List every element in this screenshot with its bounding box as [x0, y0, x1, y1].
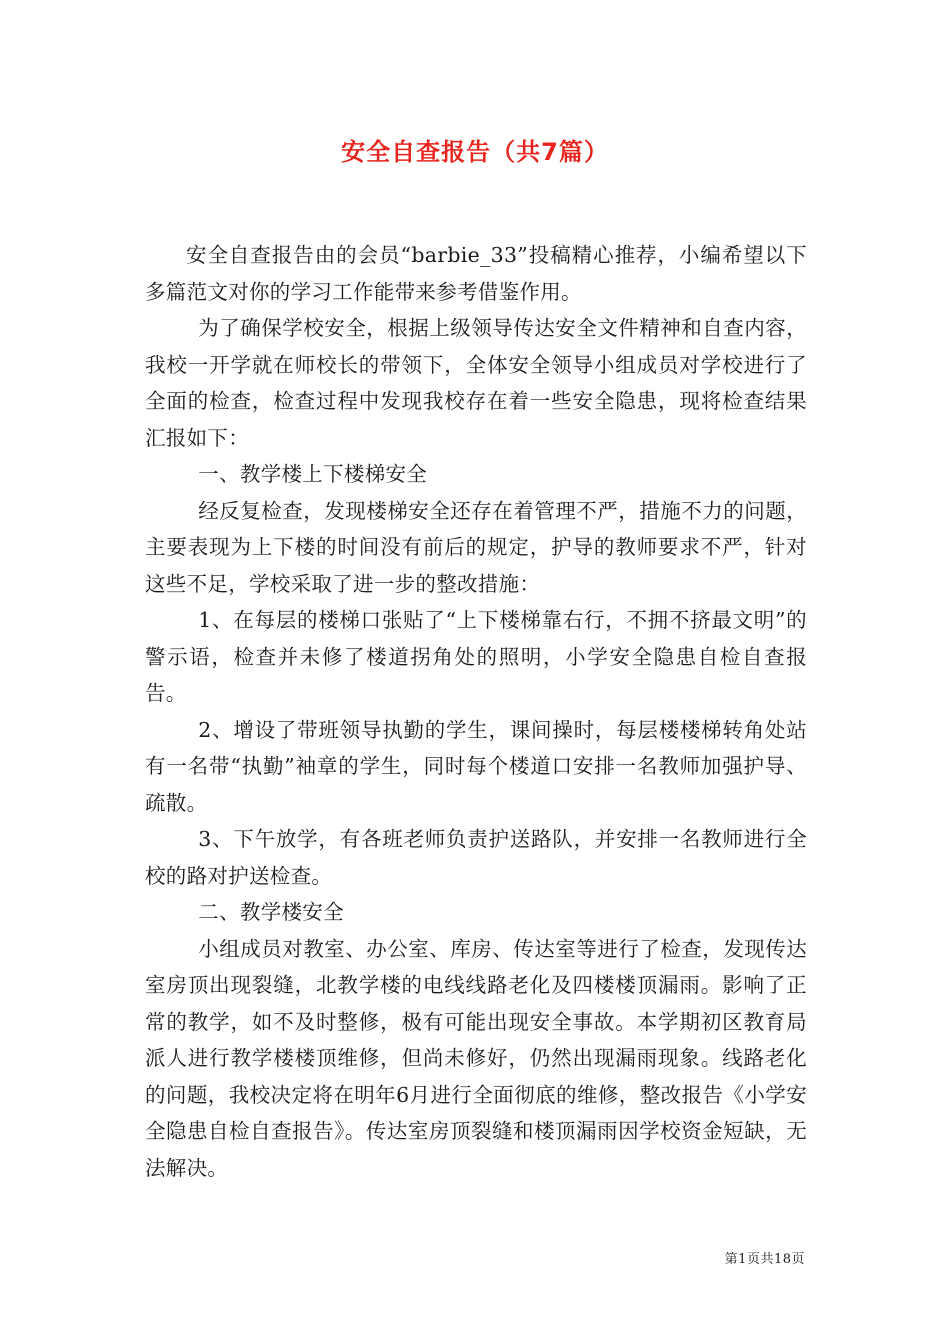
- paragraph: 小组成员对教室、办公室、库房、传达室等进行了检查，发现传达室房顶出现裂缝，北教学楼的电线线路老化及四楼楼顶漏雨。影响了正常的教学，如不及时整修，极有可能出现安全事故。本学期初区教育局派人进行教学楼楼顶维修，但尚未修好，仍然出现漏雨现象。线路老化的问题，我校决定将在明年6月进行全面彻底的维修，整改报告《小学安全隐患自检自查报告》。传达室房顶裂缝和楼顶漏雨因学校资金短缺，无法解决。: [145, 936, 807, 1180]
- list-item: 3、下午放学，有各班老师负责护送路队，并安排一名教师进行全校的路对护送检查。: [145, 827, 807, 888]
- paragraph: 为了确保学校安全，根据上级领导传达安全文件精神和自查内容，我校一开学就在师校长的带领下，全体安全领导小组成员对学校进行了全面的检查，检查过程中发现我校存在着一些安全隐患，现将检查结果汇报如下：: [145, 316, 807, 450]
- paragraph: 安全自查报告由的会员“barbie_33”投稿精心推荐，小编希望以下多篇范文对你的学习工作能带来参考借鉴作用。: [145, 243, 807, 304]
- page-title: 安全自查报告（共7篇）: [341, 138, 609, 166]
- paragraph: 经反复检查，发现楼梯安全还存在着管理不严，措施不力的问题，主要表现为上下楼的时间没有前后的规定，护导的教师要求不严，针对这些不足，学校采取了进一步的整改措施：: [145, 498, 807, 596]
- document-body: [145, 237, 807, 1186]
- list-item: 2、增设了带班领导执勤的学生，课间操时，每层楼楼梯转角处站有一名带“执勤”袖章的学生，同时每个楼道口安排一名教师加强护导、疏散。: [145, 717, 807, 815]
- section-heading: 二、教学楼安全: [198, 900, 344, 924]
- page-number: 第1页共18页: [724, 1252, 805, 1267]
- list-item: 1、在每层的楼梯口张贴了“上下楼梯靠右行，不拥不挤最文明”的警示语，检查并未修了楼道拐角处的照明，小学安全隐患自检自查报告。: [145, 608, 807, 705]
- section-heading: 一、教学楼上下楼梯安全: [198, 462, 428, 486]
